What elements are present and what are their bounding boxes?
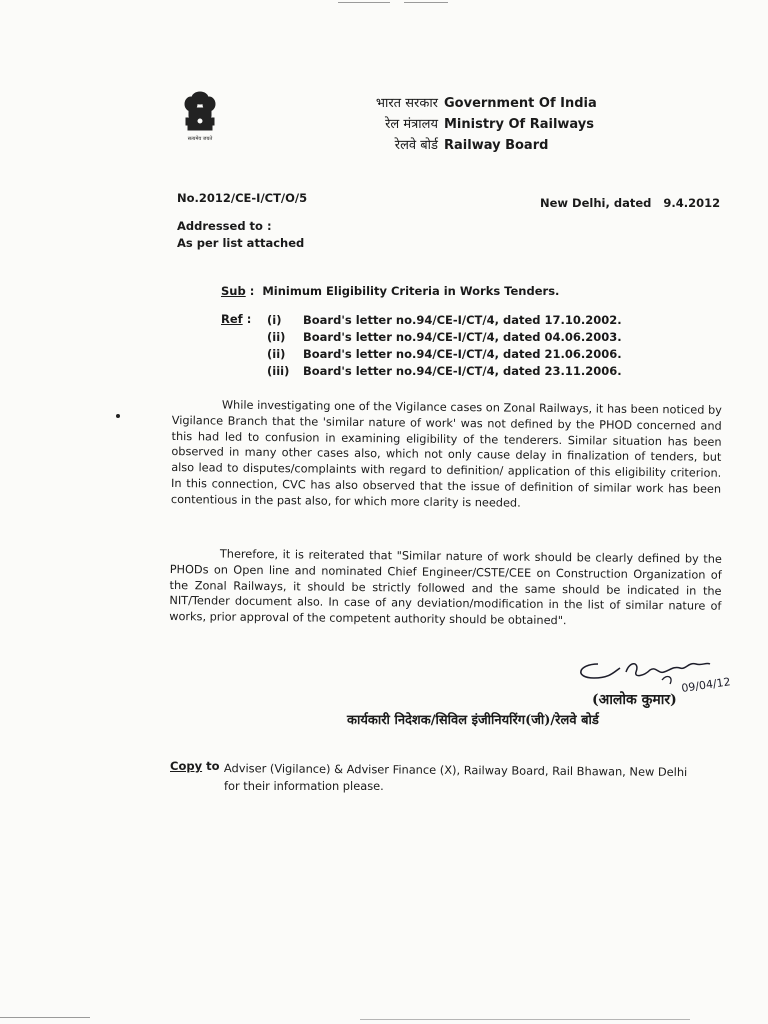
copy-label-group	[170, 759, 220, 773]
letterhead-line	[330, 92, 597, 113]
reference-label-group	[221, 312, 251, 326]
letterhead-hindi: रेलवे बोर्ड	[394, 138, 438, 153]
letterhead-hindi: रेल मंत्रालय	[385, 117, 438, 132]
reference-text: Board's letter no.94/CE-I/CT/4, dated 21.06.2006.	[303, 347, 622, 361]
stray-dot-mark	[116, 414, 120, 418]
letterhead-english: Railway Board	[444, 138, 549, 153]
reference-number: (ii)	[267, 330, 286, 344]
reference-item	[267, 364, 622, 378]
reference-number: (ii)	[267, 347, 286, 361]
copy-purpose-line: for their information please.	[224, 779, 384, 793]
subject-label: Sub	[221, 284, 246, 298]
scan-edge-mark	[0, 1017, 90, 1018]
body-paragraph-2: Therefore, it is reiterated that "Similar nature of work should be clearly defined by the PHODs on Open line and nominated Chief Engineer/CSTE/CEE on Construction Organization of the Zonal Railways, it should be strictly followed and the same should be indicated in the NIT/Tender document also. In case of any deviation/modification in the list of similar nature of works, prior approval of the competent authority should be obtained".	[169, 547, 722, 628]
scan-edge-mark	[404, 2, 448, 3]
copy-to-label: to	[206, 759, 220, 773]
letterhead-english: Ministry Of Railways	[444, 117, 594, 132]
place-date-label: New Delhi, dated	[540, 196, 652, 210]
letter-number: No.2012/CE-I/CT/O/5	[177, 191, 308, 205]
signatory-name: (आलोक कुमार)	[592, 692, 677, 708]
reference-colon: :	[246, 312, 252, 326]
scan-edge-mark	[338, 2, 390, 3]
reference-number: (i)	[267, 313, 282, 327]
reference-text: Board's letter no.94/CE-I/CT/4, dated 23.11.2006.	[303, 364, 622, 378]
copy-recipient-line: Adviser (Vigilance) & Adviser Finance (X), Railway Board, Rail Bhawan, New Delhi	[223, 761, 688, 780]
svg-text:सत्यमेव जयते: सत्यमेव जयते	[187, 136, 213, 142]
signatory-designation: कार्यकारी निदेशक/सिविल इंजीनियरिंग(जी)/रेलवे बोर्ड	[347, 713, 599, 728]
addressee: As per list attached	[177, 236, 305, 250]
letterhead-line	[330, 134, 597, 155]
subject-text: Minimum Eligibility Criteria in Works Tenders.	[262, 284, 560, 298]
letterhead-hindi: भारत सरकार	[375, 96, 438, 111]
letter-date-line	[540, 196, 720, 210]
letterhead-line	[330, 113, 597, 134]
reference-text: Board's letter no.94/CE-I/CT/4, dated 04.06.2003.	[303, 330, 622, 344]
letterhead	[330, 92, 597, 155]
signature-date: 09/04/12	[680, 675, 732, 695]
copy-label: Copy	[170, 759, 203, 773]
national-emblem-icon	[180, 88, 220, 148]
subject-line	[221, 284, 559, 298]
reference-text: Board's letter no.94/CE-I/CT/4, dated 17.10.2002.	[303, 313, 622, 327]
reference-item	[267, 313, 622, 327]
letterhead-english: Government Of India	[444, 96, 597, 111]
addressed-label: Addressed to :	[177, 219, 272, 233]
subject-colon: :	[249, 284, 255, 298]
body-paragraph-1: While investigating one of the Vigilance cases on Zonal Railways, it has been noticed by Vigilance Branch that the 'similar nature of work' was not defined by the PHOD concerned and this had led to confusion in examining eligibility of the tenderers. Similar situation has been observed in many other cases also, which not only cause delay in finalization of tenders, but also lead to disputes/complaints with regard to definition/ application of this eligibility criterion. In this connection, CVC has also observed that the issue of definition of similar work has been contentious in the past also, for which more clarity is needed.	[170, 398, 722, 510]
reference-label: Ref	[221, 312, 243, 326]
reference-item	[267, 330, 622, 344]
reference-item	[267, 347, 622, 361]
scan-edge-mark	[360, 1019, 690, 1020]
letter-date: 9.4.2012	[663, 196, 721, 210]
reference-number: (iii)	[267, 364, 290, 378]
